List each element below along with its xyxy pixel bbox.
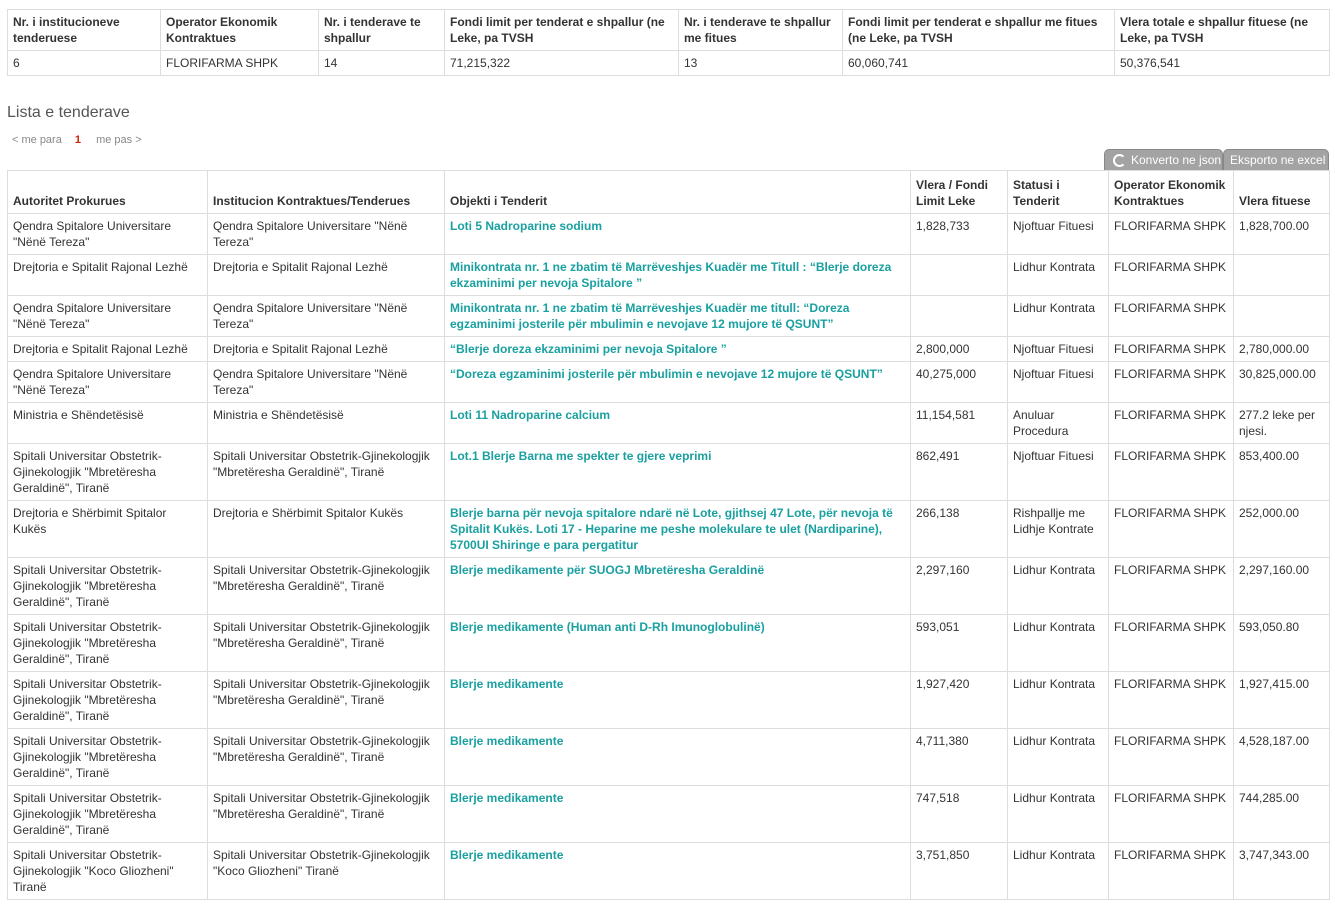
authority-cell: Spitali Universitar Obstetrik-Gjinekologjik "Mbretëresha Geraldinë", Tiranë [8, 672, 208, 729]
institution-cell: Ministria e Shëndetësisë [208, 403, 445, 444]
table-row [8, 843, 1330, 900]
tenders-header-cell: Statusi i Tenderit [1008, 171, 1109, 214]
status-cell: Njoftuar Fituesi [1008, 444, 1109, 501]
operator-cell: FLORIFARMA SHPK [1109, 615, 1234, 672]
table-row [8, 337, 1330, 362]
tenders-header-cell: Autoritet Prokurues [8, 171, 208, 214]
summary-value-cell: 60,060,741 [843, 51, 1115, 76]
authority-cell: Spitali Universitar Obstetrik-Gjinekologjik "Mbretëresha Geraldinë", Tiranë [8, 444, 208, 501]
winning-value-cell: 1,828,700.00 [1234, 214, 1330, 255]
tender-object-link[interactable]: Blerje barna për nevoja spitalore ndarë në Lote, gjithsej 47 Lote, për nevoja të Spitalit Kukës. Loti 17 - Heparine me peshe molekulare te ulet (Nardiparine), 5700UI Shiringe e para pergatitur [445, 501, 911, 558]
summary-header-cell: Vlera totale e shpallur fituese (ne Leke, pa TVSH [1115, 10, 1330, 51]
winning-value-cell: 744,285.00 [1234, 786, 1330, 843]
status-cell: Rishpallje me Lidhje Kontrate [1008, 501, 1109, 558]
table-row [8, 501, 1330, 558]
tender-object-link[interactable]: Minikontrata nr. 1 ne zbatim të Marrëveshjes Kuadër me titull: “Doreza egzaminimi josterile për mbulimin e nevojave 12 mujore të QSUNT” [445, 296, 911, 337]
tender-object-link[interactable]: “Blerje doreza ekzaminimi per nevoja Spitalore ” [445, 337, 911, 362]
limit-fund-cell [911, 296, 1008, 337]
tender-object-link[interactable]: Blerje medikamente [445, 786, 911, 843]
limit-fund-cell: 4,711,380 [911, 729, 1008, 786]
limit-fund-cell [911, 255, 1008, 296]
summary-header-cell: Fondi limit per tenderat e shpallur me fitues (ne Leke, pa TVSH [843, 10, 1115, 51]
table-row [8, 615, 1330, 672]
institution-cell: Qendra Spitalore Universitare "Nënë Tereza" [208, 214, 445, 255]
table-row [8, 214, 1330, 255]
refresh-icon [1113, 154, 1126, 167]
summary-header-cell: Nr. i tenderave te shpallur me fitues [679, 10, 843, 51]
authority-cell: Drejtoria e Spitalit Rajonal Lezhë [8, 255, 208, 296]
winning-value-cell: 853,400.00 [1234, 444, 1330, 501]
pagination-next-link[interactable]: me pas > [96, 134, 142, 146]
institution-cell: Spitali Universitar Obstetrik-Gjinekologjik "Mbretëresha Geraldinë", Tiranë [208, 558, 445, 615]
summary-header-cell: Fondi limit per tenderat e shpallur (ne Leke, pa TVSH [445, 10, 679, 51]
limit-fund-cell: 862,491 [911, 444, 1008, 501]
convert-json-label: Konverto ne json [1131, 153, 1222, 167]
tenders-header-cell: Objekti i Tenderit [445, 171, 911, 214]
limit-fund-cell: 40,275,000 [911, 362, 1008, 403]
institution-cell: Qendra Spitalore Universitare "Nënë Tereza" [208, 362, 445, 403]
pagination-prev-link[interactable]: < me para [12, 134, 62, 146]
pagination [12, 133, 142, 147]
institution-cell: Qendra Spitalore Universitare "Nënë Tereza" [208, 296, 445, 337]
summary-table [7, 9, 1330, 76]
status-cell: Lidhur Kontrata [1008, 615, 1109, 672]
authority-cell: Spitali Universitar Obstetrik-Gjinekologjik "Koco Gliozheni" Tiranë [8, 843, 208, 900]
summary-value-cell: 13 [679, 51, 843, 76]
tender-object-link[interactable]: Blerje medikamente [445, 843, 911, 900]
table-row [8, 403, 1330, 444]
summary-value-row [8, 51, 1330, 76]
table-row [8, 786, 1330, 843]
operator-cell: FLORIFARMA SHPK [1109, 729, 1234, 786]
winning-value-cell: 2,297,160.00 [1234, 558, 1330, 615]
status-cell: Njoftuar Fituesi [1008, 214, 1109, 255]
tender-object-link[interactable]: Loti 5 Nadroparine sodium [445, 214, 911, 255]
limit-fund-cell: 1,927,420 [911, 672, 1008, 729]
pagination-current-page: 1 [74, 134, 82, 146]
authority-cell: Spitali Universitar Obstetrik-Gjinekologjik "Mbretëresha Geraldinë", Tiranë [8, 729, 208, 786]
section-title: Lista e tenderave [7, 104, 130, 121]
summary-header-cell: Operator Ekonomik Kontraktues [161, 10, 319, 51]
tenders-header-cell: Operator Ekonomik Kontraktues [1109, 171, 1234, 214]
table-row [8, 362, 1330, 403]
status-cell: Lidhur Kontrata [1008, 843, 1109, 900]
winning-value-cell: 3,747,343.00 [1234, 843, 1330, 900]
operator-cell: FLORIFARMA SHPK [1109, 672, 1234, 729]
winning-value-cell: 30,825,000.00 [1234, 362, 1330, 403]
summary-header-cell: Nr. i institucioneve tenderuese [8, 10, 161, 51]
table-row [8, 558, 1330, 615]
operator-cell: FLORIFARMA SHPK [1109, 403, 1234, 444]
winning-value-cell: 252,000.00 [1234, 501, 1330, 558]
tenders-header-row [8, 171, 1330, 214]
institution-cell: Drejtoria e Spitalit Rajonal Lezhë [208, 337, 445, 362]
authority-cell: Spitali Universitar Obstetrik-Gjinekologjik "Mbretëresha Geraldinë", Tiranë [8, 786, 208, 843]
operator-cell: FLORIFARMA SHPK [1109, 362, 1234, 403]
summary-value-cell: 50,376,541 [1115, 51, 1330, 76]
tenders-header-cell: Vlera / Fondi Limit Leke [911, 171, 1008, 214]
status-cell: Lidhur Kontrata [1008, 558, 1109, 615]
status-cell: Lidhur Kontrata [1008, 729, 1109, 786]
limit-fund-cell: 3,751,850 [911, 843, 1008, 900]
winning-value-cell: 4,528,187.00 [1234, 729, 1330, 786]
table-row [8, 672, 1330, 729]
tenders-header-cell: Institucion Kontraktues/Tenderues [208, 171, 445, 214]
institution-cell: Drejtoria e Spitalit Rajonal Lezhë [208, 255, 445, 296]
table-row [8, 444, 1330, 501]
institution-cell: Spitali Universitar Obstetrik-Gjinekologjik "Mbretëresha Geraldinë", Tiranë [208, 444, 445, 501]
summary-header-cell: Nr. i tenderave te shpallur [319, 10, 445, 51]
institution-cell: Drejtoria e Shërbimit Spitalor Kukës [208, 501, 445, 558]
institution-cell: Spitali Universitar Obstetrik-Gjinekologjik "Koco Gliozheni" Tiranë [208, 843, 445, 900]
winning-value-cell: 1,927,415.00 [1234, 672, 1330, 729]
summary-value-cell: 6 [8, 51, 161, 76]
export-toolbar [1104, 149, 1329, 170]
status-cell: Njoftuar Fituesi [1008, 337, 1109, 362]
operator-cell: FLORIFARMA SHPK [1109, 255, 1234, 296]
table-row [8, 729, 1330, 786]
summary-value-cell: 14 [319, 51, 445, 76]
summary-value-cell: FLORIFARMA SHPK [161, 51, 319, 76]
operator-cell: FLORIFARMA SHPK [1109, 337, 1234, 362]
operator-cell: FLORIFARMA SHPK [1109, 214, 1234, 255]
tender-object-link[interactable]: Blerje medikamente [445, 672, 911, 729]
status-cell: Anuluar Procedura [1008, 403, 1109, 444]
authority-cell: Spitali Universitar Obstetrik-Gjinekologjik "Mbretëresha Geraldinë", Tiranë [8, 558, 208, 615]
tenders-body [8, 214, 1330, 900]
limit-fund-cell: 266,138 [911, 501, 1008, 558]
limit-fund-cell: 593,051 [911, 615, 1008, 672]
summary-value-cell: 71,215,322 [445, 51, 679, 76]
status-cell: Lidhur Kontrata [1008, 255, 1109, 296]
authority-cell: Drejtoria e Spitalit Rajonal Lezhë [8, 337, 208, 362]
convert-json-button[interactable] [1104, 149, 1223, 170]
operator-cell: FLORIFARMA SHPK [1109, 444, 1234, 501]
authority-cell: Ministria e Shëndetësisë [8, 403, 208, 444]
status-cell: Lidhur Kontrata [1008, 296, 1109, 337]
tenders-header-cell: Vlera fituese [1234, 171, 1330, 214]
institution-cell: Spitali Universitar Obstetrik-Gjinekologjik "Mbretëresha Geraldinë", Tiranë [208, 672, 445, 729]
status-cell: Lidhur Kontrata [1008, 786, 1109, 843]
tender-object-link[interactable]: Minikontrata nr. 1 ne zbatim të Marrëveshjes Kuadër me Titull : “Blerje doreza ekzaminimi per nevoja Spitalore ” [445, 255, 911, 296]
operator-cell: FLORIFARMA SHPK [1109, 501, 1234, 558]
status-cell: Njoftuar Fituesi [1008, 362, 1109, 403]
winning-value-cell: 593,050.80 [1234, 615, 1330, 672]
tender-object-link[interactable]: Blerje medikamente [445, 729, 911, 786]
limit-fund-cell: 2,297,160 [911, 558, 1008, 615]
winning-value-cell: 277.2 leke per njesi. [1234, 403, 1330, 444]
tender-object-link[interactable]: Lot.1 Blerje Barna me spekter te gjere veprimi [445, 444, 911, 501]
authority-cell: Qendra Spitalore Universitare "Nënë Tereza" [8, 362, 208, 403]
winning-value-cell: 2,780,000.00 [1234, 337, 1330, 362]
table-row [8, 255, 1330, 296]
operator-cell: FLORIFARMA SHPK [1109, 786, 1234, 843]
authority-cell: Drejtoria e Shërbimit Spitalor Kukës [8, 501, 208, 558]
authority-cell: Qendra Spitalore Universitare "Nënë Tereza" [8, 296, 208, 337]
tenders-table [7, 170, 1330, 900]
institution-cell: Spitali Universitar Obstetrik-Gjinekologjik "Mbretëresha Geraldinë", Tiranë [208, 786, 445, 843]
operator-cell: FLORIFARMA SHPK [1109, 558, 1234, 615]
tender-object-link[interactable]: Blerje medikamente për SUOGJ Mbretëresha Geraldinë [445, 558, 911, 615]
operator-cell: FLORIFARMA SHPK [1109, 843, 1234, 900]
limit-fund-cell: 747,518 [911, 786, 1008, 843]
tender-object-link[interactable]: “Doreza egzaminimi josterile për mbulimin e nevojave 12 mujore të QSUNT” [445, 362, 911, 403]
status-cell: Lidhur Kontrata [1008, 672, 1109, 729]
limit-fund-cell: 1,828,733 [911, 214, 1008, 255]
winning-value-cell [1234, 296, 1330, 337]
operator-cell: FLORIFARMA SHPK [1109, 296, 1234, 337]
limit-fund-cell: 2,800,000 [911, 337, 1008, 362]
export-excel-button[interactable]: Eksporto ne excel [1223, 149, 1329, 170]
institution-cell: Spitali Universitar Obstetrik-Gjinekologjik "Mbretëresha Geraldinë", Tiranë [208, 729, 445, 786]
summary-header-row [8, 10, 1330, 51]
authority-cell: Qendra Spitalore Universitare "Nënë Tereza" [8, 214, 208, 255]
institution-cell: Spitali Universitar Obstetrik-Gjinekologjik "Mbretëresha Geraldinë", Tiranë [208, 615, 445, 672]
tender-object-link[interactable]: Loti 11 Nadroparine calcium [445, 403, 911, 444]
winning-value-cell [1234, 255, 1330, 296]
tender-object-link[interactable]: Blerje medikamente (Human anti D-Rh Imunoglobulinë) [445, 615, 911, 672]
limit-fund-cell: 11,154,581 [911, 403, 1008, 444]
authority-cell: Spitali Universitar Obstetrik-Gjinekologjik "Mbretëresha Geraldinë", Tiranë [8, 615, 208, 672]
table-row [8, 296, 1330, 337]
